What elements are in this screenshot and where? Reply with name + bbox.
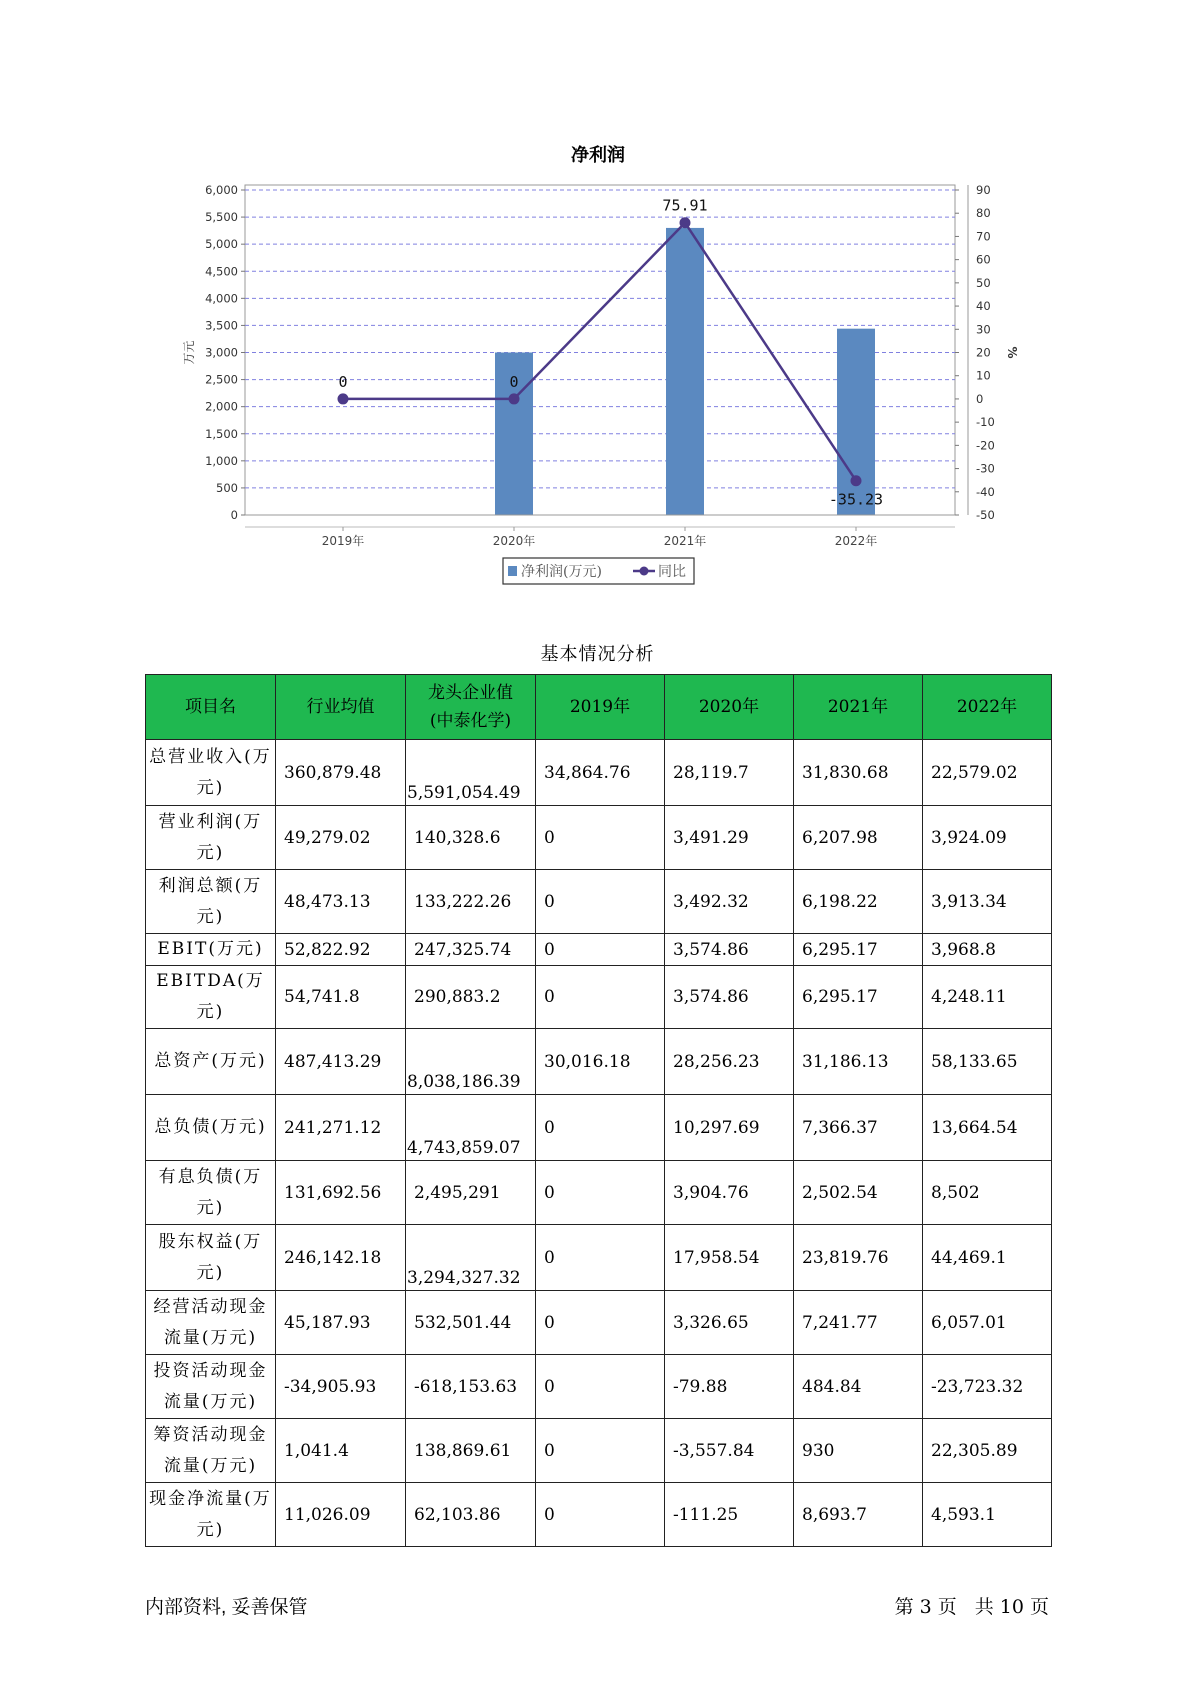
table-cell: 3,968.8	[923, 934, 1052, 966]
table-cell: 44,469.1	[923, 1225, 1052, 1291]
y2-axis-label: %	[1005, 346, 1019, 359]
table-cell: 360,879.48	[276, 740, 406, 806]
table-cell: 487,413.29	[276, 1029, 406, 1095]
table-cell: 484.84	[794, 1355, 923, 1419]
yoy-line	[343, 223, 856, 481]
y-tick-label: 6,000	[205, 183, 238, 197]
table-row	[146, 966, 1052, 1029]
table-cell: 3,913.34	[923, 870, 1052, 934]
table-cell: 8,693.7	[794, 1483, 923, 1547]
y-tick-label: 2,000	[205, 399, 238, 414]
table-row	[146, 1419, 1052, 1483]
total-pages: 10	[999, 1596, 1024, 1618]
table-cell: 3,491.29	[665, 806, 794, 870]
y-tick-label: 2,500	[205, 372, 238, 387]
legend-line-label: 同比	[658, 564, 686, 580]
y2-tick-label: -40	[976, 484, 995, 499]
y-tick-label: 3,000	[205, 345, 238, 360]
page-mid: 页	[937, 1596, 957, 1618]
table-cell: 58,133.65	[923, 1029, 1052, 1095]
table-cell: -618,153.63	[406, 1355, 536, 1419]
table-cell: -79.88	[665, 1355, 794, 1419]
table-cell: 4,743,859.07	[406, 1095, 536, 1161]
y2-tick-label: 20	[976, 345, 991, 360]
row-label: 现金净流量(万元)	[146, 1483, 276, 1547]
confidential-note: 内部资料, 妥善保管	[145, 1597, 308, 1618]
table-cell: 3,492.32	[665, 870, 794, 934]
table-row	[146, 1029, 1052, 1095]
table-row	[146, 1161, 1052, 1225]
y2-tick-label: -30	[976, 461, 995, 476]
table-cell: 138,869.61	[406, 1419, 536, 1483]
y2-tick-label: 0	[976, 391, 984, 406]
total-prefix: 共	[974, 1596, 994, 1618]
row-label: 有息负债(万元)	[146, 1161, 276, 1225]
bar	[666, 228, 704, 515]
row-label: 经营活动现金流量(万元)	[146, 1291, 276, 1355]
yoy-data-label: -35.23	[828, 490, 884, 509]
table-header-row	[146, 675, 1052, 740]
y-tick-label: 500	[216, 480, 238, 495]
y-tick-label: 5,000	[205, 237, 238, 252]
net-profit-chart	[0, 0, 1191, 600]
page-indicator	[892, 1592, 1052, 1619]
table-cell: 6,198.22	[794, 870, 923, 934]
table-cell: 3,294,327.32	[406, 1225, 536, 1291]
table-cell: 11,026.09	[276, 1483, 406, 1547]
table-cell: 0	[536, 1483, 665, 1547]
table-cell: 0	[536, 870, 665, 934]
y-tick-label: 5,500	[205, 210, 238, 225]
table-cell: 0	[536, 1095, 665, 1161]
table-cell: 4,593.1	[923, 1483, 1052, 1547]
y2-tick-label: 80	[976, 206, 991, 221]
table-row	[146, 1225, 1052, 1291]
table-cell: 3,326.65	[665, 1291, 794, 1355]
row-label: 营业利润(万元)	[146, 806, 276, 870]
table-cell: -34,905.93	[276, 1355, 406, 1419]
table-cell: 3,924.09	[923, 806, 1052, 870]
table-cell: 0	[536, 934, 665, 966]
table-cell: 3,904.76	[665, 1161, 794, 1225]
table-cell: 3,574.86	[665, 966, 794, 1029]
legend-bar-swatch	[508, 566, 517, 576]
table-cell: 290,883.2	[406, 966, 536, 1029]
yoy-point	[338, 393, 349, 404]
legend-bar-label: 净利润(万元)	[521, 564, 602, 580]
table-cell: 30,016.18	[536, 1029, 665, 1095]
x-tick-label: 2022年	[834, 534, 878, 548]
legend-line-marker	[640, 567, 649, 576]
row-label: EBIT(万元)	[146, 934, 276, 966]
y2-tick-label: 50	[976, 275, 991, 290]
yoy-point	[680, 217, 691, 228]
row-label: 总负债(万元)	[146, 1095, 276, 1161]
y2-tick-label: 70	[976, 229, 991, 244]
chart-title: 净利润	[571, 145, 625, 166]
table-cell: 52,822.92	[276, 934, 406, 966]
table-cell: 0	[536, 1419, 665, 1483]
table-row	[146, 1095, 1052, 1161]
x-tick-label: 2020年	[492, 534, 536, 548]
table-row	[146, 740, 1052, 806]
table-cell: 241,271.12	[276, 1095, 406, 1161]
table-cell: 532,501.44	[406, 1291, 536, 1355]
y2-tick-label: 90	[976, 183, 991, 197]
row-label: EBITDA(万元)	[146, 966, 276, 1029]
table-cell: 28,256.23	[665, 1029, 794, 1095]
table-cell: 0	[536, 1225, 665, 1291]
row-label: 总营业收入(万元)	[146, 740, 276, 806]
y2-tick-label: -10	[976, 415, 995, 430]
table-header-cell: 2022年	[923, 675, 1052, 740]
table-cell: 0	[536, 806, 665, 870]
table-header-cell: 项目名	[146, 675, 276, 740]
table-row	[146, 806, 1052, 870]
table-header-cell: 2020年	[665, 675, 794, 740]
table-header-cell: 龙头企业值 (中泰化学)	[406, 675, 536, 740]
y2-tick-label: 10	[976, 368, 991, 383]
yoy-point	[509, 393, 520, 404]
table-cell: 45,187.93	[276, 1291, 406, 1355]
y-tick-label: 3,500	[205, 318, 238, 333]
table-cell: 8,502	[923, 1161, 1052, 1225]
table-cell: 2,502.54	[794, 1161, 923, 1225]
y2-tick-label: -20	[976, 438, 995, 453]
page-prefix: 第	[894, 1596, 914, 1618]
table-cell: 8,038,186.39	[406, 1029, 536, 1095]
basic-analysis-table	[145, 674, 1052, 1547]
table-row	[146, 934, 1052, 966]
yoy-data-label: 0	[509, 372, 519, 391]
table-cell: 140,328.6	[406, 806, 536, 870]
y-tick-label: 4,000	[205, 291, 238, 306]
table-row	[146, 870, 1052, 934]
page-number: 3	[919, 1596, 932, 1618]
y-tick-label: 1,500	[205, 426, 238, 441]
table-cell: 930	[794, 1419, 923, 1483]
table-cell: 7,366.37	[794, 1095, 923, 1161]
table-cell: 49,279.02	[276, 806, 406, 870]
table-cell: 31,830.68	[794, 740, 923, 806]
table-cell: 131,692.56	[276, 1161, 406, 1225]
table-cell: -23,723.32	[923, 1355, 1052, 1419]
table-header-cell: 行业均值	[276, 675, 406, 740]
table-cell: 4,248.11	[923, 966, 1052, 1029]
y2-tick-label: 60	[976, 252, 991, 267]
table-cell: 246,142.18	[276, 1225, 406, 1291]
row-label: 筹资活动现金流量(万元)	[146, 1419, 276, 1483]
table-cell: -111.25	[665, 1483, 794, 1547]
y-tick-label: 0	[230, 508, 238, 522]
table-cell: 6,207.98	[794, 806, 923, 870]
table-cell: 13,664.54	[923, 1095, 1052, 1161]
y-tick-label: 4,500	[205, 264, 238, 279]
table-header-cell: 2021年	[794, 675, 923, 740]
row-label: 股东权益(万元)	[146, 1225, 276, 1291]
table-row	[146, 1291, 1052, 1355]
table-cell: 34,864.76	[536, 740, 665, 806]
table-cell: 54,741.8	[276, 966, 406, 1029]
table-cell: 1,041.4	[276, 1419, 406, 1483]
table-cell: 5,591,054.49	[406, 740, 536, 806]
x-tick-label: 2019年	[321, 534, 365, 548]
table-cell: -3,557.84	[665, 1419, 794, 1483]
table-cell: 6,295.17	[794, 966, 923, 1029]
total-suffix: 页	[1029, 1596, 1049, 1618]
table-cell: 62,103.86	[406, 1483, 536, 1547]
table-cell: 2,495,291	[406, 1161, 536, 1225]
table-cell: 6,295.17	[794, 934, 923, 966]
table-cell: 0	[536, 1355, 665, 1419]
table-cell: 23,819.76	[794, 1225, 923, 1291]
table-cell: 0	[536, 966, 665, 1029]
table-cell: 17,958.54	[665, 1225, 794, 1291]
table-cell: 22,579.02	[923, 740, 1052, 806]
table-row	[146, 1483, 1052, 1547]
table-cell: 22,305.89	[923, 1419, 1052, 1483]
table-cell: 31,186.13	[794, 1029, 923, 1095]
row-label: 投资活动现金流量(万元)	[146, 1355, 276, 1419]
y2-tick-label: 30	[976, 322, 991, 337]
table-cell: 10,297.69	[665, 1095, 794, 1161]
y2-tick-label: -50	[976, 508, 995, 522]
table-cell: 247,325.74	[406, 934, 536, 966]
table-cell: 48,473.13	[276, 870, 406, 934]
table-header-cell: 2019年	[536, 675, 665, 740]
bar	[837, 329, 875, 515]
x-tick-label: 2021年	[663, 534, 707, 548]
table-cell: 0	[536, 1291, 665, 1355]
row-label: 总资产(万元)	[146, 1029, 276, 1095]
table-cell: 3,574.86	[665, 934, 794, 966]
yoy-point	[851, 475, 862, 486]
table-cell: 0	[536, 1161, 665, 1225]
y-axis-label: 万元	[182, 340, 196, 365]
yoy-data-label: 75.91	[662, 196, 708, 215]
table-title: 基本情况分析	[540, 644, 655, 665]
table-row	[146, 1355, 1052, 1419]
table-cell: 6,057.01	[923, 1291, 1052, 1355]
y2-tick-label: 40	[976, 299, 991, 314]
table-cell: 28,119.7	[665, 740, 794, 806]
row-label: 利润总额(万元)	[146, 870, 276, 934]
table-cell: 133,222.26	[406, 870, 536, 934]
table-cell: 7,241.77	[794, 1291, 923, 1355]
y-tick-label: 1,000	[205, 453, 238, 468]
yoy-data-label: 0	[338, 372, 348, 391]
